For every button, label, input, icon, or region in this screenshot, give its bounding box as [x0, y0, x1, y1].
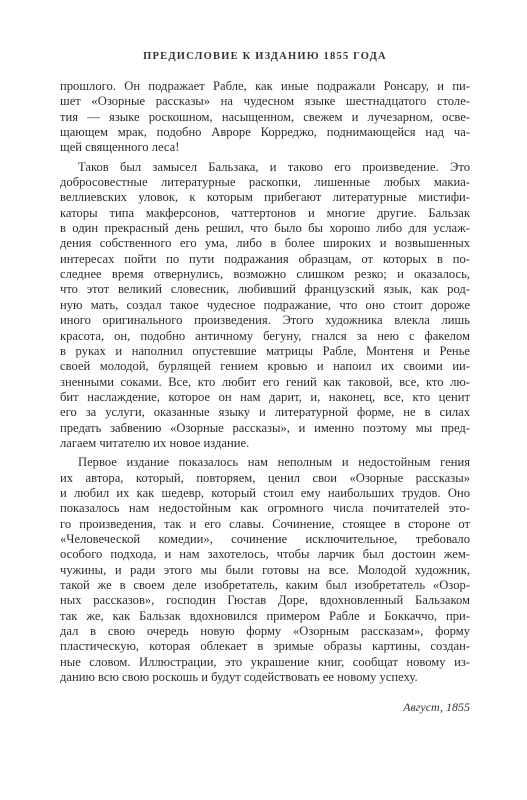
- text-line: дения собственного его ума, либо в более широких и возвышенных: [60, 236, 470, 251]
- text-line: щающем мрак, подобно Авроре Корреджо, поднимающейся над ча-: [60, 125, 470, 140]
- paragraph: [60, 79, 470, 156]
- text-line: показалось нам недостойным как огромного числа почитателей это-: [60, 501, 470, 516]
- text-line: ных рассказов», господин Гюстав Доре, вдохновленный Бальзаком: [60, 593, 470, 608]
- text-line: добросовестные литературные раскопки, лишенные любых макиа-: [60, 175, 470, 190]
- text-line: Первое издание показалось нам неполным и недостойным гения: [78, 455, 470, 470]
- text-line: бит наслаждение, которое он нам дарит, и, наконец, все, кто ценит: [60, 389, 470, 404]
- text-line: предать забвению «Озорные рассказы», и именно поэтому мы пред-: [60, 420, 470, 435]
- body-text: [60, 79, 470, 685]
- book-page: [60, 0, 470, 800]
- text-line: и любил их как шедевр, который стоил ему наибольших трудов. Оно: [60, 485, 470, 500]
- text-line: ные словом. Иллюстрации, это украшение книг, сообщат новому из-: [60, 654, 470, 669]
- paragraph: [60, 160, 470, 452]
- text-line: ную мать, создал такое чудесное подражание, что оно стоит дороже: [60, 297, 470, 312]
- text-line: тия — языке роскошном, насыщенном, свежем и лучезарном, осве-: [60, 109, 470, 124]
- text-line: своей молодой, бурлящей гением кровью и напоил их своими ии-: [60, 359, 470, 374]
- text-line: его за услуги, оказанные языку и литературной форме, не в силах: [60, 405, 470, 420]
- signature: Август, 1855: [403, 700, 470, 714]
- text-line: следнее время отвернулись, возможно слишком резко; и оказалось,: [60, 267, 470, 282]
- text-line: пластическую, которая облекает в зримые образы картины, создан-: [60, 639, 470, 654]
- text-line: красота, он, подобно античному бегуну, гнался за нею с факелом: [60, 328, 470, 343]
- text-line: «Человеческой комедии», сочинение исключительное, требовало: [60, 531, 470, 546]
- text-line: данию всю свою роскошь и будут содействовать ее новому успеху.: [60, 670, 418, 685]
- text-line: шет «Озорные рассказы» на чудесном языке шестнадцатого столе-: [60, 94, 470, 109]
- text-line: лагаем читателю их новое издание.: [60, 435, 250, 450]
- text-line: их автора, который, повторяем, ценил свои «Озорные рассказы»: [60, 470, 470, 485]
- text-line: так же, как Бальзак вдохновился примером Рабле и Боккаччо, при-: [60, 608, 470, 623]
- text-line: что этот великий словесник, любивший французский язык, как род-: [60, 282, 470, 297]
- text-line: такой же в своем деле изобретатель, каким был изобретатель «Озор-: [60, 578, 470, 592]
- text-line: щей священного леса!: [60, 140, 180, 155]
- text-line: дал в свою очередь новую форму «Озорным рассказам», форму: [60, 624, 470, 639]
- text-line: зненными соками. Все, кто любит его гений как таковой, все, кто лю-: [60, 374, 470, 389]
- text-line: в один прекрасный день решил, что было бы хорошо либо для услаж-: [60, 221, 470, 236]
- text-line: особого подхода, и нам захотелось, чтобы ларчик был достоин жем-: [60, 547, 470, 562]
- text-line: чужины, и ради этого мы были готовы на все. Молодой художник,: [60, 562, 470, 577]
- text-line: иного оригинального произведения. Этого художника влекла лишь: [60, 313, 470, 328]
- text-line: каторы типа макферсонов, чаттертонов и многие другие. Бальзак: [60, 205, 470, 220]
- text-line: го произведения, так и его славы. Сочинение, стоящее в стороне от: [60, 516, 470, 531]
- text-line: прошлого. Он подражает Рабле, как иные подражали Ронсару, и пи-: [60, 79, 470, 93]
- text-line: в руках и наполнил опустевшие матрицы Рабле, Монтеня и Ренье: [60, 343, 470, 358]
- running-head: ПРЕДИСЛОВИЕ К ИЗДАНИЮ 1855 ГОДА: [143, 51, 387, 62]
- text-line: интересах пойти по пути подражания образцам, от которых в по-: [60, 251, 470, 266]
- text-line: веллиевских уловок, к которым прибегают литературные мистифи-: [60, 190, 470, 205]
- paragraph: [60, 455, 470, 685]
- text-line: Таков был замысел Бальзака, и таково его произведение. Это: [78, 159, 470, 174]
